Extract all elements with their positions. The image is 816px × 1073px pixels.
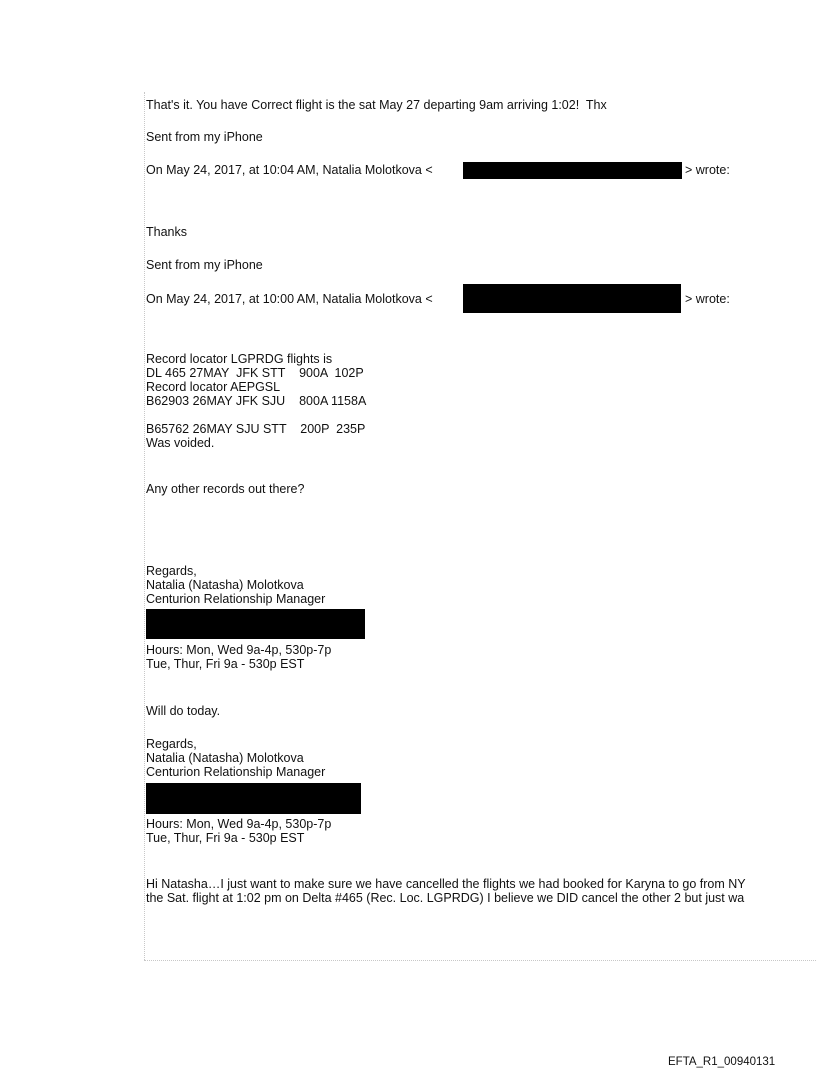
on-wrote-header-1: On May 24, 2017, at 10:04 AM, Natalia Molotkova < — [146, 163, 433, 177]
document-id: EFTA_R1_00940131 — [668, 1056, 776, 1068]
reply-line-1: That's it. You have Correct flight is the sat May 27 departing 9am arriving 1:02! Thx — [146, 98, 607, 112]
original-message-line: the Sat. flight at 1:02 pm on Delta #465 (Rec. Loc. LGPRDG) I believe we DID cancel the other 2 but just wa — [146, 891, 745, 905]
sent-from-iphone-2: Sent from my iPhone — [146, 258, 263, 272]
on-wrote-header-2: On May 24, 2017, at 10:00 AM, Natalia Molotkova < — [146, 292, 433, 306]
signature-name: Natalia (Natasha) Molotkova — [146, 751, 304, 765]
voided-line: Was voided. — [146, 436, 215, 450]
signature-regards: Regards, — [146, 737, 197, 751]
redaction-box — [463, 162, 682, 179]
redaction-box — [146, 609, 365, 639]
signature-name: Natalia (Natasha) Molotkova — [146, 578, 304, 592]
signature-hours: Hours: Mon, Wed 9a-4p, 530p-7p — [146, 817, 332, 831]
flight-line: B65762 26MAY SJU STT 200P 235P — [146, 422, 366, 436]
flight-line: DL 465 27MAY JFK STT 900A 102P — [146, 366, 364, 380]
question-line: Any other records out there? — [146, 482, 305, 496]
quote-border-bottom — [144, 960, 816, 961]
quote-border-left — [144, 92, 145, 960]
redaction-box — [463, 284, 681, 313]
record-locator-line: Record locator LGPRDG flights is — [146, 352, 333, 366]
sent-from-iphone-1: Sent from my iPhone — [146, 130, 263, 144]
signature-hours: Tue, Thur, Fri 9a - 530p EST — [146, 831, 305, 845]
signature-title: Centurion Relationship Manager — [146, 592, 326, 606]
signature-regards: Regards, — [146, 564, 197, 578]
signature-title: Centurion Relationship Manager — [146, 765, 326, 779]
signature-hours: Hours: Mon, Wed 9a-4p, 530p-7p — [146, 643, 332, 657]
wrote-suffix-1: > wrote: — [685, 163, 730, 177]
record-locator-line: Record locator AEPGSL — [146, 380, 281, 394]
wrote-suffix-2: > wrote: — [685, 292, 730, 306]
flight-line: B62903 26MAY JFK SJU 800A 1158A — [146, 394, 367, 408]
will-do-line: Will do today. — [146, 704, 221, 718]
signature-hours: Tue, Thur, Fri 9a - 530p EST — [146, 657, 305, 671]
thanks-line: Thanks — [146, 225, 187, 239]
original-message-line: Hi Natasha…I just want to make sure we have cancelled the flights we had booked for Karyna to go from NY — [146, 877, 746, 891]
redaction-box — [146, 783, 361, 814]
